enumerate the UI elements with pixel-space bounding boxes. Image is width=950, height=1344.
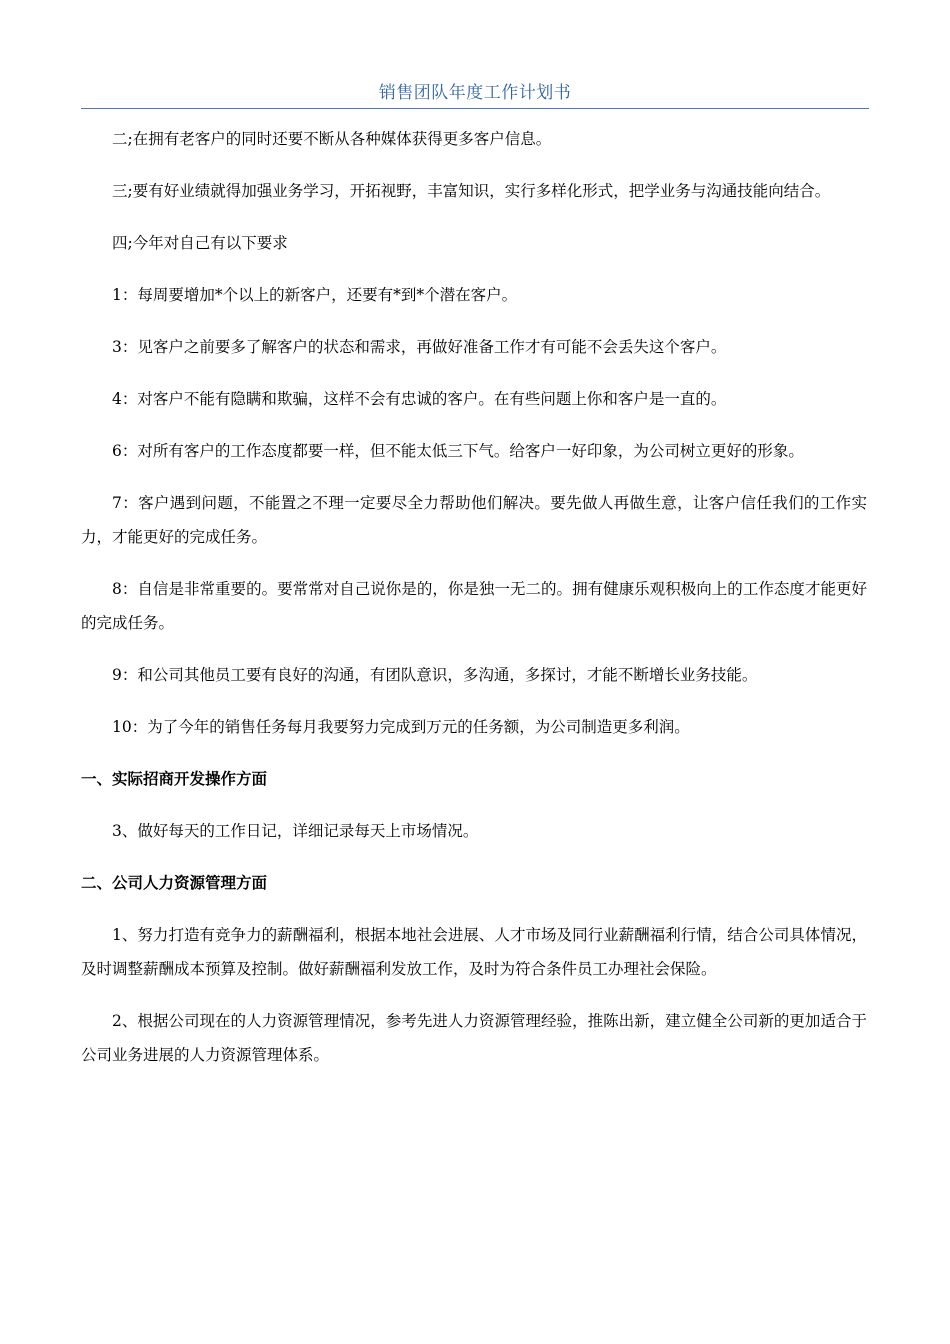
paragraph: 四;今年对自己有以下要求 xyxy=(112,234,288,252)
paragraph: 3、做好每天的工作日记，详细记录每天上市场情况。 xyxy=(112,822,479,840)
paragraph: 4：对客户不能有隐瞒和欺骗，这样不会有忠诚的客户。在有些问题上你和客户是一直的。 xyxy=(112,390,727,408)
paragraph: 6：对所有客户的工作态度都要一样，但不能太低三下气。给客户一好印象，为公司树立更好的形象。 xyxy=(112,442,804,460)
document-title: 销售团队年度工作计划书 xyxy=(378,83,572,103)
paragraph: 三;要有好业绩就得加强业务学习，开拓视野，丰富知识，实行多样化形式，把学业务与沟通技能向结合。 xyxy=(112,182,831,200)
document-body xyxy=(81,122,867,1090)
section-heading: 一、实际招商开发操作方面 xyxy=(81,770,268,788)
paragraph: 8：自信是非常重要的。要常常对自己说你是的，你是独一无二的。拥有健康乐观积极向上的工作态度才能更好的完成任务。 xyxy=(81,580,867,632)
paragraph: 2、根据公司现在的人力资源管理情况，参考先进人力资源管理经验，推陈出新，建立健全公司新的更加适合于公司业务进展的人力资源管理体系。 xyxy=(81,1012,867,1064)
section-heading: 二、公司人力资源管理方面 xyxy=(81,874,268,892)
paragraph: 7：客户遇到问题，不能置之不理一定要尽全力帮助他们解决。要先做人再做生意，让客户信任我们的工作实力，才能更好的完成任务。 xyxy=(81,494,867,546)
paragraph: 1、努力打造有竞争力的薪酬福利，根据本地社会进展、人才市场及同行业薪酬福利行情，结合公司具体情况，及时调整薪酬成本预算及控制。做好薪酬福利发放工作，及时为符合条件员工办理社会保险。 xyxy=(81,926,867,978)
paragraph: 3：见客户之前要多了解客户的状态和需求，再做好准备工作才有可能不会丢失这个客户。 xyxy=(112,338,727,356)
paragraph: 1：每周要增加*个以上的新客户，还要有*到*个潜在客户。 xyxy=(112,286,518,304)
paragraph: 10：为了今年的销售任务每月我要努力完成到万元的任务额，为公司制造更多利润。 xyxy=(112,718,690,736)
paragraph: 二;在拥有老客户的同时还要不断从各种媒体获得更多客户信息。 xyxy=(112,130,552,148)
page-header xyxy=(81,80,869,109)
paragraph: 9：和公司其他员工要有良好的沟通，有团队意识，多沟通，多探讨，才能不断增长业务技能。 xyxy=(112,666,758,684)
